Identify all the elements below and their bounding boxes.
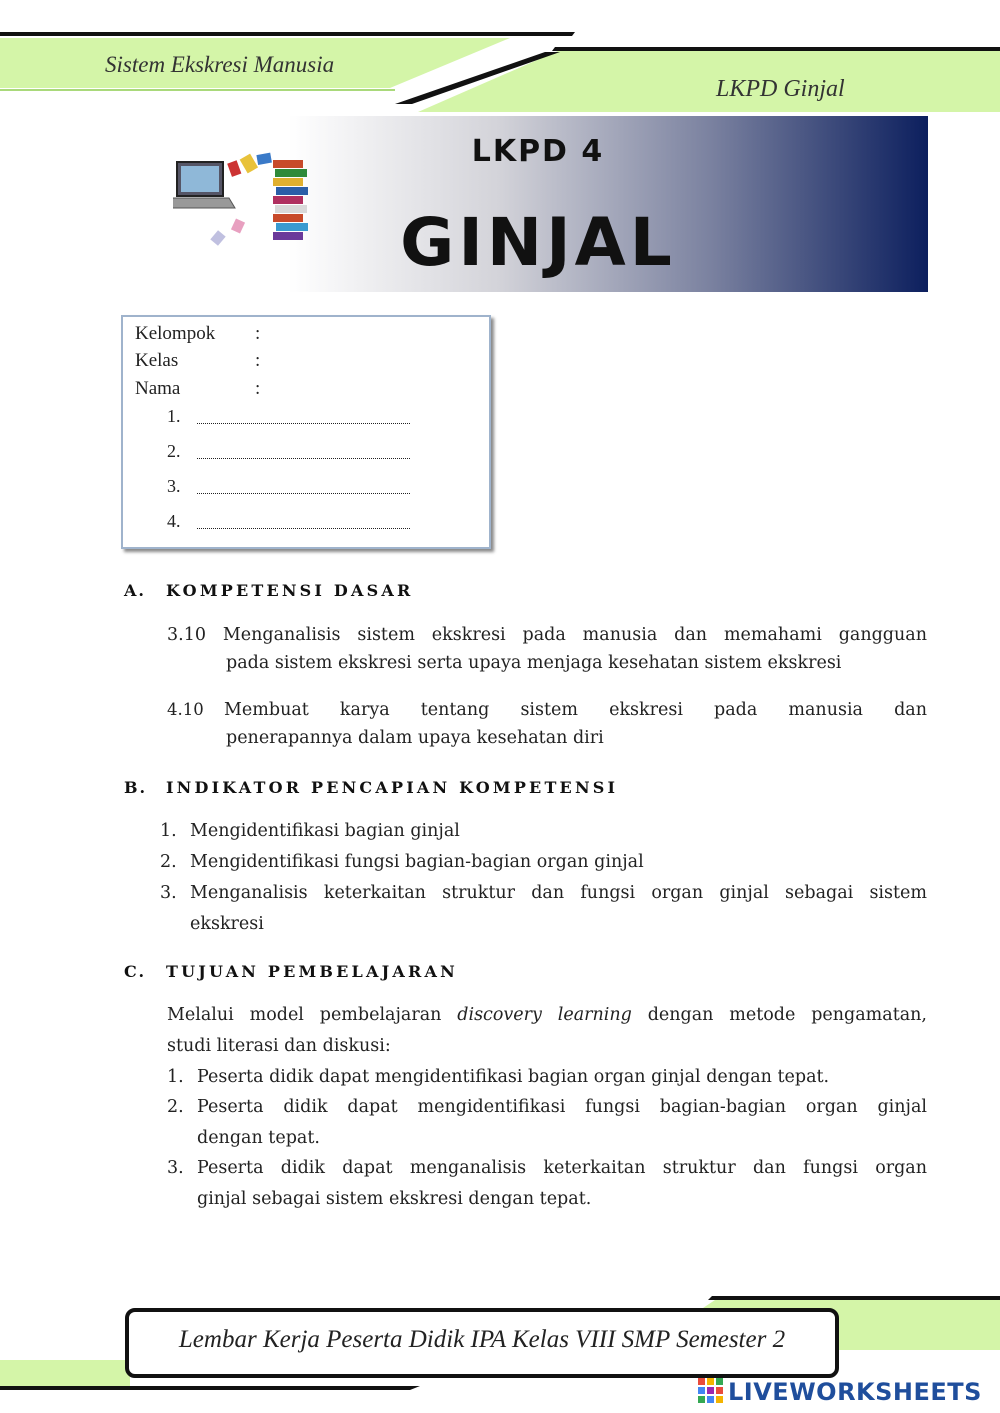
list-number: 1.	[160, 821, 177, 841]
section-heading-a: A. KOMPETENSI DASAR	[124, 581, 414, 600]
member-name-line[interactable]	[197, 493, 410, 494]
list-number: 3.	[160, 883, 177, 903]
member-number: 4.	[167, 511, 181, 531]
liveworksheets-icon	[698, 1378, 724, 1406]
objective-item: Peserta didik dapat mengidentifikasi bagian organ ginjal dengan tepat.	[197, 1067, 830, 1087]
identity-field-nama: Nama :	[135, 378, 261, 399]
section-heading-c: C. TUJUAN PEMBELAJARAN	[124, 962, 458, 981]
competency-item-4-10: Membuat karya tentang sistem ekskresi pada manusia dan	[224, 700, 927, 720]
member-number: 1.	[167, 406, 181, 426]
objective-item-cont: dengan tepat.	[197, 1128, 320, 1148]
worksheet-number: LKPD 4	[471, 134, 605, 169]
liveworksheets-brand: LIVEWORKSHEETS	[728, 1378, 982, 1406]
liveworksheets-logo[interactable]	[698, 1378, 982, 1408]
identity-box	[121, 315, 491, 549]
header-right-title: LKPD Ginjal	[716, 76, 845, 102]
member-name-line[interactable]	[197, 528, 410, 529]
objective-item-cont: ginjal sebagai sistem ekskresi dengan tepat.	[197, 1189, 592, 1209]
header-left-title: Sistem Ekskresi Manusia	[105, 52, 335, 77]
footer-box	[125, 1308, 839, 1378]
objective-intro: Melalui model pembelajaran discovery learning dengan metode pengamatan,	[167, 1005, 927, 1025]
objective-intro-cont: studi literasi dan diskusi:	[167, 1036, 391, 1056]
list-number: 2.	[167, 1097, 184, 1117]
indicator-item-cont: ekskresi	[190, 914, 264, 934]
page-title: GINJAL	[400, 204, 676, 281]
list-number: 2.	[160, 852, 177, 872]
footer-text: Lembar Kerja Peserta Didik IPA Kelas VIII SMP Semester 2	[178, 1326, 786, 1353]
objective-item: Peserta didik dapat menganalisis keterkaitan struktur dan fungsi organ	[197, 1158, 927, 1178]
list-number: 3.	[167, 1158, 184, 1178]
competency-item-4-10-cont: penerapannya dalam upaya kesehatan diri	[226, 728, 604, 748]
member-number: 2.	[167, 441, 181, 461]
section-heading-b: B. INDIKATOR PENCAPIAN KOMPETENSI	[124, 778, 619, 797]
member-name-line[interactable]	[197, 423, 410, 424]
objective-item: Peserta didik dapat mengidentifikasi fungsi bagian-bagian organ ginjal	[197, 1097, 927, 1117]
member-name-line[interactable]	[197, 458, 410, 459]
competency-item-3-10: 3.10 Menganalisis sistem ekskresi pada manusia dan memahami gangguan	[167, 625, 927, 645]
identity-field-kelas: Kelas :	[135, 350, 261, 371]
member-number: 3.	[167, 476, 181, 496]
identity-field-kelompok: Kelompok :	[135, 323, 261, 344]
competency-item-3-10-cont: pada sistem ekskresi serta upaya menjaga kesehatan sistem ekskresi	[226, 653, 842, 673]
indicator-item: Menganalisis keterkaitan struktur dan fungsi organ ginjal sebagai sistem	[190, 883, 927, 903]
books-laptop-illustration	[173, 136, 327, 260]
list-number: 1.	[167, 1067, 184, 1087]
indicator-item: Mengidentifikasi bagian ginjal	[190, 821, 460, 841]
competency-number: 4.10	[167, 700, 204, 719]
indicator-item: Mengidentifikasi fungsi bagian-bagian organ ginjal	[190, 852, 644, 872]
